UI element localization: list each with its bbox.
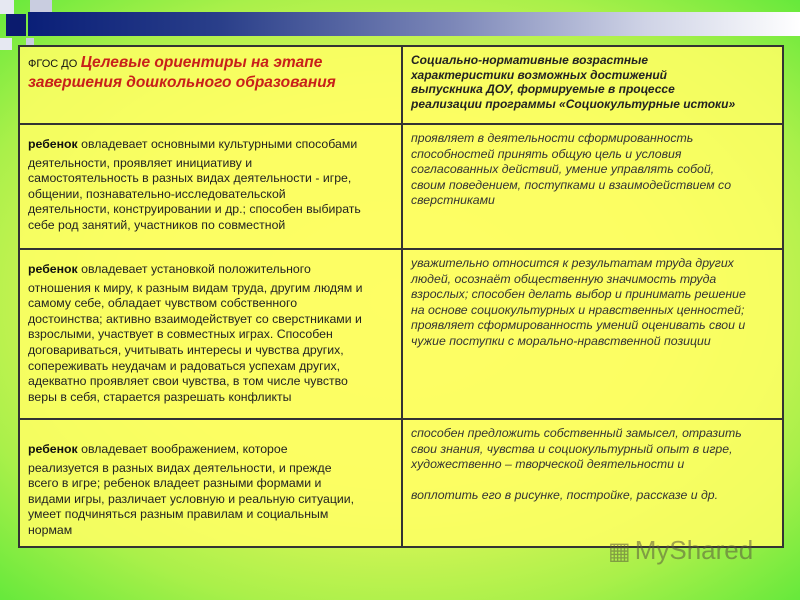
decor-square — [0, 0, 14, 14]
characteristic-cell: уважительно относится к результатам труда других людей, осознаёт общественную значимость труда взрослых; способен делать выбор и принимать решение на основе социокультурных и нравственных ценностей; проявляет сформированность умений оценивать свои и чужие поступки с морально-нравственной позиции — [402, 249, 783, 419]
goal-text: отношения к миру, к разным видам труда, другим людям и самому себе, обладает чувством собственного достоинства; активно взаимодействует со сверстниками и взрослыми, участвует в совместных играх. Способен договариваться, учитывать интересы и чувства других, сопереживать неудачам и радоваться успехам других, адекватно проявляет свои чувства, в том числе чувство веры в себя, старается разрешать конфликты — [28, 280, 363, 404]
fgos-label: ФГОС ДО — [28, 58, 78, 70]
child-label: ребенок — [28, 442, 78, 456]
lead-text: овладевает установкой положительного — [77, 262, 311, 276]
lead-text: овладевает основными культурными способами — [77, 137, 358, 151]
child-label: ребенок — [28, 262, 78, 276]
goal-cell — [19, 124, 402, 249]
goal-text: деятельности, проявляет инициативу и самостоятельность в разных видах деятельности - игре, общении, познавательно-исследовательской деятельности, конструировании и др.; способен выбирать себе род занятий, участников по совместной — [28, 155, 361, 232]
characteristic-cell: проявляет в деятельности сформированность способностей принять общую цель и условия согласованных действий, умение управлять собой, своим поведением, поступками и взаимодействием со сверстниками — [402, 124, 783, 249]
child-label: ребенок — [28, 137, 78, 151]
decor-square — [0, 38, 12, 50]
goal-cell — [19, 419, 402, 547]
table-row — [19, 419, 783, 547]
table-row — [19, 249, 783, 419]
table-row — [19, 124, 783, 249]
header-left-cell — [19, 46, 402, 124]
decor-square — [6, 14, 26, 36]
title-bar-decoration — [28, 12, 800, 36]
lead-text: овладевает воображением, которое — [77, 442, 288, 456]
goal-cell — [19, 249, 402, 419]
watermark-text: MyShared — [634, 535, 754, 565]
goal-text: реализуется в разных видах деятельности, и прежде всего в игре; ребенок владеет разными формами и видами игры, различает условную и реальную ситуации, умеет подчиняться разным правилам и социальным нормам — [28, 460, 355, 537]
decor-square — [30, 0, 52, 12]
header-right-cell: Социально-нормативные возрастные характеристики возможных достижений выпускника ДОУ, формируемые в процессе реализации программы «Социокультурные истоки» — [402, 46, 783, 124]
table-header-row — [19, 46, 783, 124]
presentation-board-icon: ▦ — [608, 538, 631, 565]
header-left-title: Целевые ориентиры на этапе завершения дошкольного образования — [28, 54, 336, 91]
watermark — [608, 535, 753, 566]
characteristic-cell: способен предложить собственный замысел, отразить свои знания, чувства и социокультурный опыт в игре, художественно – творческой деятельности и воплотить его в рисунке, постройке, рассказе и др. — [402, 419, 783, 547]
goals-table — [18, 45, 784, 548]
